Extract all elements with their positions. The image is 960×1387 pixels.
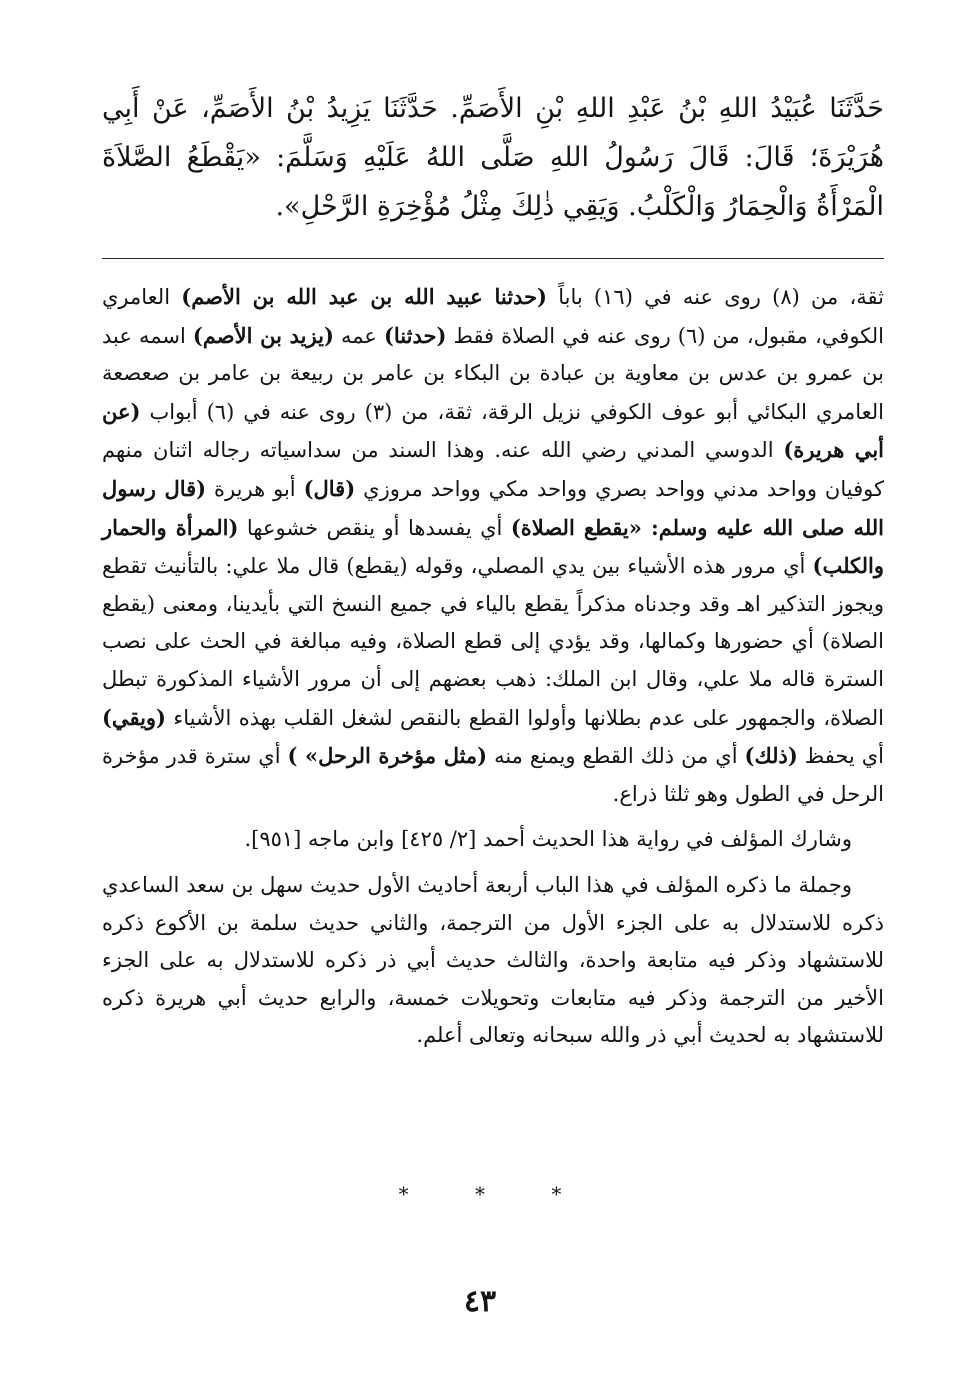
commentary-bold-phrase: (قال)	[303, 475, 356, 501]
hadith-text: حَدَّثَنَا عُبَيْدُ اللهِ بْنُ عَبْدِ اللهِ بْنِ الأَصَمِّ. حَدَّثَنَا يَزِيدُ بْنُ الأَصَمِّ، عَنْ أَبِي هُرَيْرَةَ؛ قَالَ: قَالَ رَسُولُ اللهِ صَلَّى اللهُ عَلَيْهِ وَسَلَّمَ: «يَقْطَعُ الصَّلاَةَ الْمَرْأَةُ وَالْحِمَارُ وَالْكَلْبُ. وَيَقِي ذٰلِكَ مِثْلُ مُؤْخِرَةِ الرَّحْلِ».	[102, 93, 884, 222]
commentary-bold-phrase: (حدثنا)	[383, 322, 447, 348]
footnote-divider	[102, 258, 884, 259]
commentary-bold-phrase: (حدثنا عبيد الله بن عبد الله بن الأصم)	[181, 284, 547, 309]
commentary-bold-phrase: (ويقي)	[102, 704, 166, 730]
commentary-text: عمه	[333, 323, 384, 348]
hadith-text-block	[102, 84, 884, 231]
commentary-bold-phrase: (قال رسول الله صلى الله عليه وسلم: «يقطع الصلاة)	[102, 475, 885, 540]
commentary-bold-phrase: (مثل مؤخرة الرحل» )	[287, 743, 488, 769]
commentary-paragraph-3: وجملة ما ذكره المؤلف في هذا الباب أربعة أحاديث الأول حديث سهل بن سعد الساعدي ذكره للاستدلال به على الجزء الأول من الترجمة، والثاني حديث سلمة بن الأكوع ذكره للاستشهاد وذكر فيه متابعة واحدة، والثالث حديث أبي ذر ذكره للاستدلال به على الجزء الأخير من الترجمة وذكر فيه متابعات وتحويلات خمسة، والرابع حديث أبي هريرة ذكره للاستشهاد به لحديث أبي ذر والله سبحانه وتعالى أعلم.	[102, 872, 884, 1048]
commentary-bold-phrase: (المرأة والحمار والكلب)	[102, 514, 884, 579]
commentary-text: ثقة، من (٨) روى عنه في (١٦) باباً	[547, 285, 884, 309]
commentary-paragraph-1	[102, 278, 884, 813]
commentary-bold-phrase: (عن أبي هريرة)	[102, 398, 884, 463]
page-number: ٤٣	[463, 1284, 497, 1319]
commentary-text: العامري الكوفي، مقبول، من (٦) روى عنه في الصلاة فقط	[102, 285, 885, 348]
commentary-text: اسمه عبد بن عمرو بن عدس بن معاوية بن عبادة بن البكاء بن عامر بن ربيعة بن عامر بن صعصعة العامري البكائي أبو عوف الكوفي نزيل الرقة، ثقة، من (٣) روى عنه في (٦) أبواب	[102, 323, 884, 424]
commentary-paragraph-2: وشارك المؤلف في رواية هذا الحديث أحمد [٢/ ٤٢٥] وابن ماجه [٩٥١].	[244, 827, 852, 852]
section-separator: * * *	[398, 1182, 592, 1206]
commentary-text: الدوسي المدني رضي الله عنه. وهذا السند من سداسياته رجاله اثنان منهم كوفيان وواحد مدني وواحد بصري وواحد مكي وواحد مروزي	[102, 438, 884, 501]
commentary-text: أي من ذلك القطع ويمنع منه	[487, 744, 745, 769]
commentary-bold-phrase: (ذلك)	[744, 743, 798, 769]
commentary-block	[102, 278, 884, 1055]
commentary-text: أي سترة قدر مؤخرة الرحل في الطول وهو ثلثا ذراع.	[102, 744, 884, 806]
commentary-bold-phrase: (يزيد بن الأصم)	[192, 322, 334, 348]
commentary-text: أي مرور هذه الأشياء بين يدي المصلي، وقوله (يقطع) قال ملا علي: بالتأنيث تقطع ويجوز التذكير اهـ وقد وجدناه مذكراً يقطع بالياء في جميع النسخ التي بأيدينا، ومعنى (يقطع الصلاة) أي حضورها وكمالها، وقد يؤدي إلى قطع الصلاة، وفيه مبالغة في الحث على نصب السترة قاله ملا علي، وقال ابن الملك: ذهب بعضهم إلى أن مرور الأشياء المذكورة تبطل الصلاة، والجمهور على عدم بطلانها وأولوا القطع بالنقص لشغل القلب بهذه الأشياء	[102, 554, 884, 730]
commentary-text: أي يحفظ	[797, 744, 884, 769]
commentary-text: أي يفسدها أو ينقص خشوعها	[238, 515, 511, 540]
commentary-text: أبو هريرة	[206, 476, 304, 501]
